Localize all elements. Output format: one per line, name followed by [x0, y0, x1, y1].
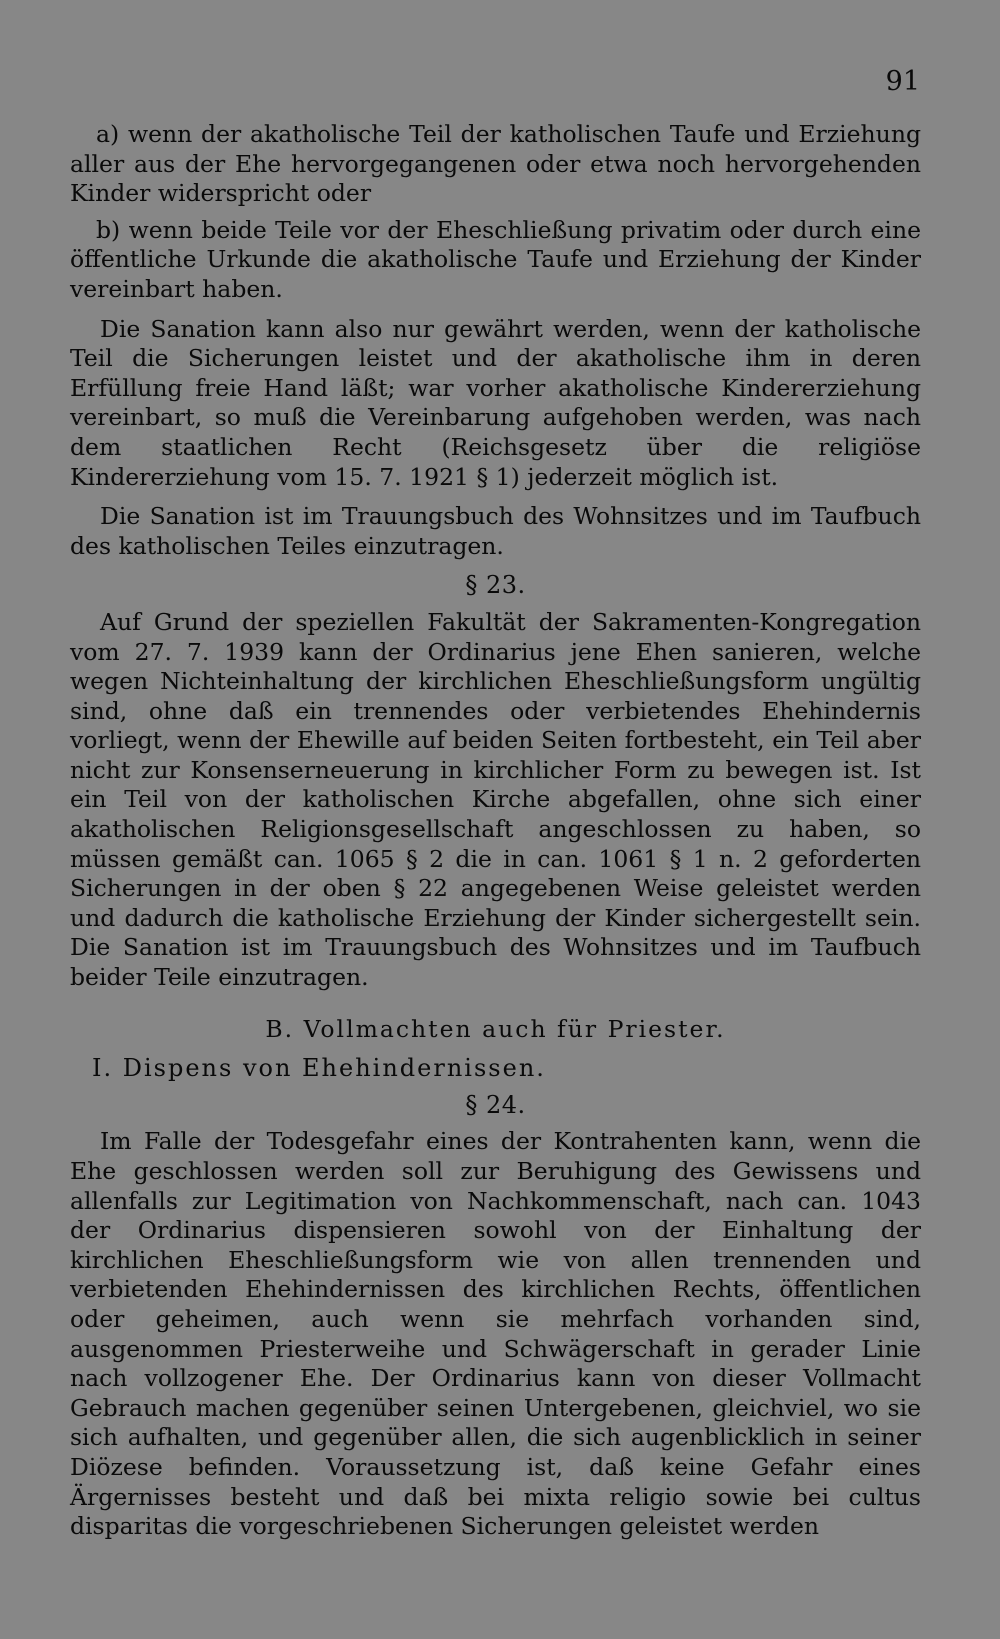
paragraph-sanation-conditions: Die Sanation kann also nur gewährt werden, wenn der katholische Teil die Sicherungen leistet und der akatholische ihm in deren Erfüllung freie Hand läßt; war vorher akatholische Kindererziehung vereinbart, so muß die Vereinbarung aufgehoben werden, was nach dem staatlichen Recht (Reichsgesetz über die religiöse Kindererziehung vom 15. 7. 1921 § 1) jederzeit möglich ist. — [70, 314, 921, 491]
paragraph-sanation-register: Die Sanation ist im Trauungsbuch des Wohnsitzes und im Taufbuch des katholischen Teiles einzutragen. — [70, 502, 921, 560]
page-number: 91 — [885, 66, 920, 97]
section-heading-23: § 23. — [465, 571, 526, 600]
paragraph-section-24: Im Falle der Todesgefahr eines der Kontrahenten kann, wenn die Ehe geschlossen werden soll zur Beruhigung des Gewissens und allenfalls zur Legitimation von Nachkommenschaft, nach can. 1043 der Ordinarius dispensieren sowohl von der Einhaltung der kirchlichen Eheschließungsform wie von allen trennenden und verbietenden Ehehindernissen des kirchlichen Rechts, öffentlichen oder geheimen, auch wenn sie mehrfach vorhanden sind, ausgenommen Priesterweihe und Schwägerschaft in gerader Linie nach vollzogener Ehe. Der Ordinarius kann von dieser Vollmacht Gebrauch machen gegenüber seinen Untergebenen, gleichviel, wo sie sich aufhalten, und gegenüber allen, die sich augenblicklich in seiner Diözese befinden. Voraussetzung ist, daß keine Gefahr eines Ärgernisses besteht und daß bei mixta religio sowie bei cultus disparitas die vorgeschriebenen Sicherungen geleistet werden — [70, 1127, 921, 1541]
page-body — [70, 120, 921, 1542]
list-item-a: a) wenn der akatholische Teil der katholischen Taufe und Erziehung aller aus der Ehe hervorgegangenen oder etwa noch hervorgehenden Kinder widerspricht oder — [70, 120, 921, 208]
heading-b-vollmachten: B. Vollmachten auch für Priester. — [265, 1014, 726, 1043]
paragraph-section-23: Auf Grund der speziellen Fakultät der Sakramenten-Kongregation vom 27. 7. 1939 kann der Ordinarius jene Ehen sanieren, welche wegen Nichteinhaltung der kirchlichen Eheschließungsform ungültig sind, ohne daß ein trennendes oder verbietendes Ehehindernis vorliegt, wenn der Ehewille auf beiden Seiten fortbesteht, ein Teil aber nicht zur Konsenserneuerung in kirchlicher Form zu bewegen ist. Ist ein Teil von der katholischen Kirche abgefallen, ohne sich einer akatholischen Religionsgesellschaft angeschlossen zu haben, so müssen gemäßt can. 1065 § 2 die in can. 1061 § 1 n. 2 geforderten Sicherungen in der oben § 22 angegebenen Weise geleistet werden und dadurch die katholische Erziehung der Kinder sichergestellt sein. Die Sanation ist im Trauungsbuch des Wohnsitzes und im Taufbuch beider Teile einzutragen. — [70, 607, 921, 992]
section-heading-24: § 24. — [465, 1090, 526, 1119]
heading-i-dispens: I. Dispens von Ehehindernissen. — [92, 1054, 546, 1083]
list-item-b: b) wenn beide Teile vor der Eheschließung privatim oder durch eine öffentliche Urkunde die akatholische Taufe und Erziehung der Kinder vereinbart haben. — [70, 215, 921, 303]
